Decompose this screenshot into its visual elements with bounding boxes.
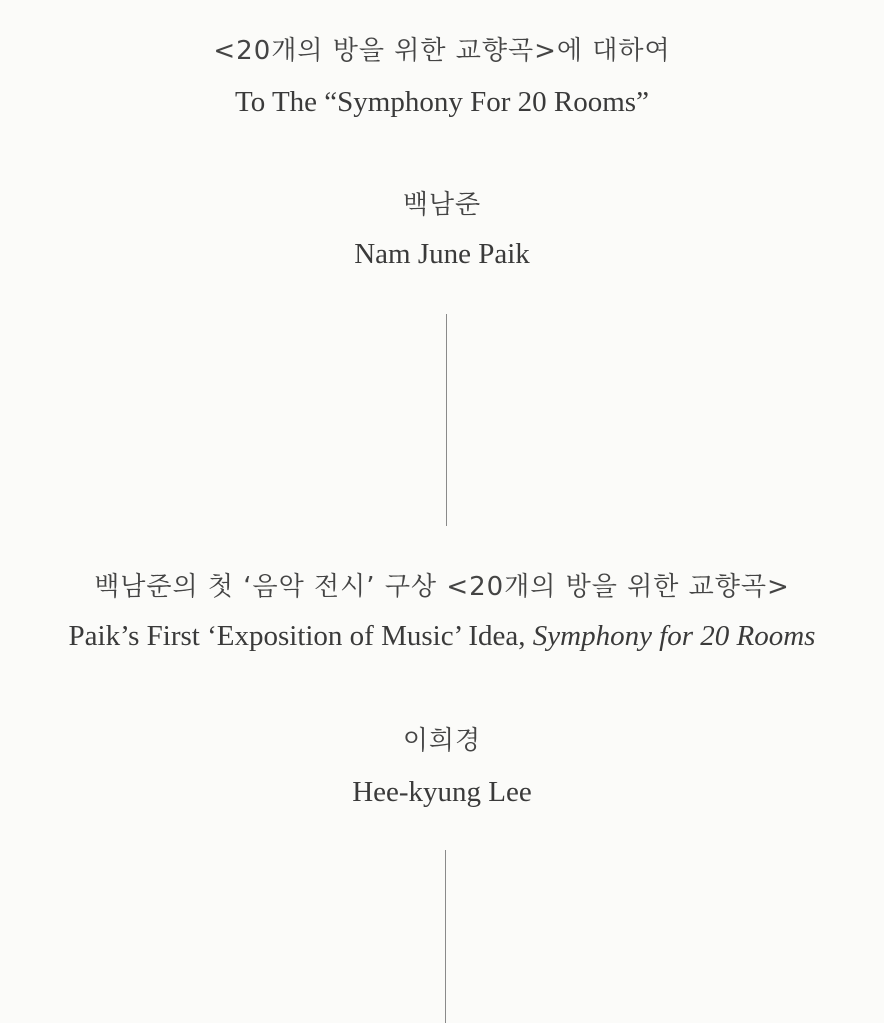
section-2-title-ko: 백남준의 첫 ‘음악 전시’ 구상 <20개의 방을 위한 교향곡> [94, 572, 790, 602]
section-divider-2 [445, 850, 446, 1023]
section-2-title-en [0, 622, 884, 651]
section-1-author-ko: 백남준 [402, 190, 482, 220]
section-2-title-en-prefix: Paik’s First ‘Exposition of Music’ Idea, [68, 620, 533, 652]
section-1-author-en: Nam June Paik [354, 238, 530, 270]
section-2-author-en: Hee-kyung Lee [352, 776, 532, 808]
section-1-title-en: To The “Symphony For 20 Rooms” [235, 86, 649, 118]
section-2-author-ko: 이희경 [402, 726, 482, 756]
section-1-title-ko: <20개의 방을 위한 교향곡>에 대하여 [213, 36, 671, 66]
section-divider-1 [446, 314, 447, 526]
section-2-title-en-italic: Symphony for 20 Rooms [532, 620, 816, 652]
